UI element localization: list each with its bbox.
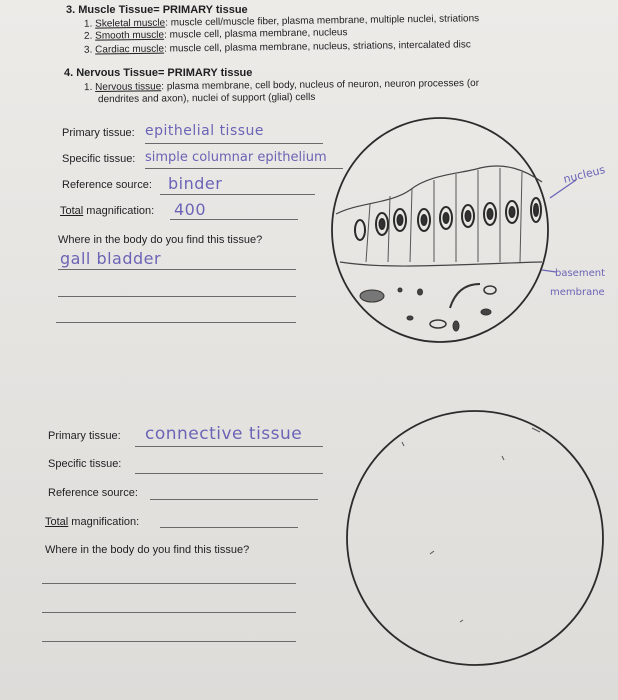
where-line-2-2 <box>42 612 296 613</box>
where-line-1 <box>58 269 296 270</box>
total-magnification-label-2 <box>45 516 139 528</box>
magnification-word: magnification: <box>83 205 155 217</box>
magnification-line <box>170 219 298 220</box>
nucleus-annotation: nucleus <box>562 163 607 186</box>
specific-tissue-answer[interactable]: simple columnar epithelium <box>145 150 327 165</box>
reference-source-line <box>160 194 315 195</box>
nervous-item <box>84 78 479 93</box>
stray-marks <box>402 428 540 622</box>
specific-tissue-label-2: Specific tissue: <box>48 458 122 470</box>
where-line-3 <box>56 322 296 323</box>
basement-pointer <box>542 270 556 272</box>
specific-tissue-line <box>145 168 343 169</box>
item-term: Nervous tissue <box>95 81 162 93</box>
muscle-item-smooth <box>84 27 348 42</box>
where-line-2-3 <box>42 641 296 642</box>
primary-tissue-line <box>145 143 323 144</box>
muscle-item-cardiac <box>84 39 471 55</box>
reference-source-answer[interactable]: binder <box>168 174 223 193</box>
magnification-answer[interactable]: 400 <box>174 200 207 219</box>
muscle-section-title: 3. Muscle Tissue= PRIMARY tissue <box>66 4 248 16</box>
where-question: Where in the body do you find this tissue? <box>58 234 263 246</box>
total-word: Total <box>45 516 69 528</box>
item-number: 2. <box>83 30 93 42</box>
specific-tissue-label: Specific tissue: <box>62 153 136 165</box>
tissue-drawing-1 <box>330 112 618 348</box>
basement-annotation-line1: basement <box>555 268 605 279</box>
primary-tissue-answer[interactable]: epithelial tissue <box>145 123 265 139</box>
where-question-2: Where in the body do you find this tissue? <box>45 544 250 556</box>
reference-source-label-2: Reference source: <box>48 487 138 499</box>
basement-annotation-line2: membrane <box>550 287 605 298</box>
where-answer[interactable]: gall bladder <box>60 249 162 268</box>
item-term: Cardiac muscle <box>95 43 165 56</box>
item-description: : muscle cell/muscle fiber, plasma membrane, multiple nuclei, striations <box>165 13 480 29</box>
item-number: 1. <box>83 18 93 30</box>
total-word: Total <box>60 205 84 217</box>
nuclei <box>355 198 541 240</box>
specific-tissue-line-2 <box>135 473 323 474</box>
where-line-2 <box>58 296 296 297</box>
nervous-section-title: 4. Nervous Tissue= PRIMARY tissue <box>64 67 253 79</box>
nervous-item-line2: dendrites and axon), nuclei of support (glial) cells <box>97 91 316 106</box>
reference-source-line-2 <box>150 499 318 500</box>
basement-membrane-line <box>340 262 542 266</box>
item-term: Smooth muscle <box>95 29 165 42</box>
primary-tissue-answer-2[interactable]: connective tissue <box>145 424 303 444</box>
where-line-2-1 <box>42 583 296 584</box>
item-description: : muscle cell, plasma membrane, nucleus <box>163 27 348 41</box>
primary-tissue-line-2 <box>135 446 323 447</box>
item-number: 1. <box>83 81 93 94</box>
item-description: : muscle cell, plasma membrane, nucleus, striations, intercalated disc <box>163 39 471 55</box>
magnification-line-2 <box>160 527 298 528</box>
total-magnification-label <box>60 205 154 217</box>
magnification-word: magnification: <box>68 516 140 528</box>
primary-tissue-label: Primary tissue: <box>62 127 135 139</box>
item-term: Skeletal muscle <box>95 17 166 30</box>
item-number: 3. <box>83 44 93 56</box>
tissue-drawing-2 <box>342 406 608 670</box>
item-description: : plasma membrane, cell body, nucleus of neuron, neuron processes (or <box>161 77 480 93</box>
primary-tissue-label-2: Primary tissue: <box>48 430 121 442</box>
reference-source-label: Reference source: <box>62 179 152 191</box>
drawing-circle-2 <box>347 411 603 665</box>
